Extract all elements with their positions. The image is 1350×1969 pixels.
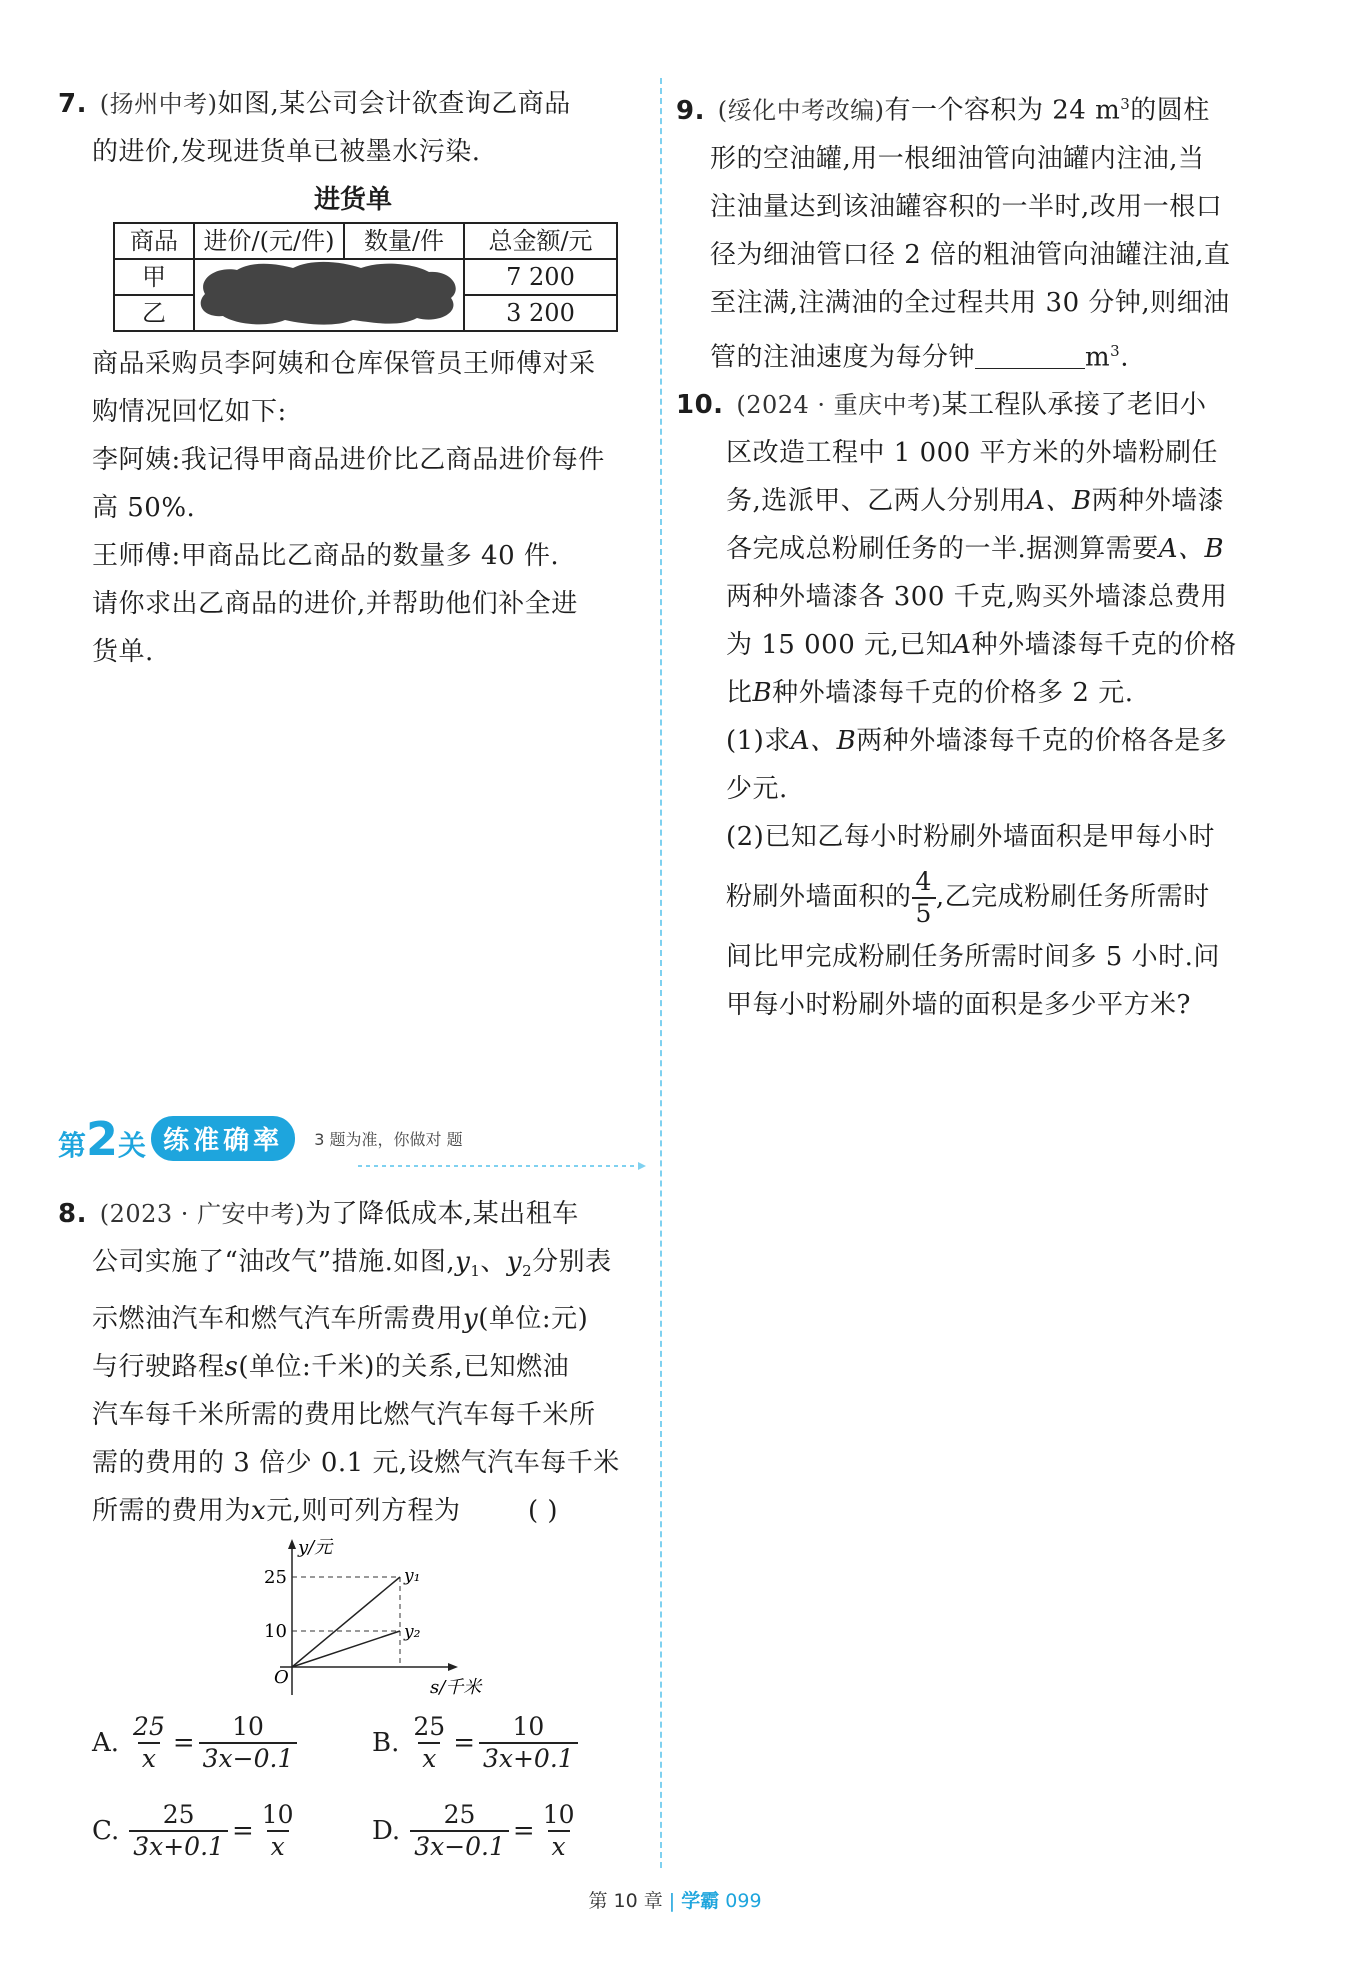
question-text: 王师傅:甲商品比乙商品的数量多 40 件. [92,541,560,571]
question-source: (扬州中考) [99,90,218,118]
question-text: m [1085,342,1111,373]
section-banner [58,1112,648,1166]
question-text: 所需的费用为 [92,1496,252,1527]
ink-stain-cell [194,259,464,331]
question-number: 8. [58,1199,87,1229]
cost-distance-graph [250,1535,482,1705]
x-axis-arrow [448,1663,458,1671]
left-column [58,80,648,676]
numerator: 4 [915,867,932,897]
fraction [912,867,936,929]
math-var: A、B [1026,486,1092,517]
question-text: 甲每小时粉刷外墙的面积是多少平方米? [726,990,1191,1021]
purchase-table [113,222,618,332]
y-axis-arrow [288,1539,296,1549]
question-text: 某工程队承接了老旧小 [941,390,1207,421]
question-text: 购情况回忆如下: [92,397,287,427]
numerator: 25 [162,1800,195,1829]
question-text: 注油量达到该油罐容积的一半时,改用一根口 [710,191,1223,222]
question-text: 形的空油罐,用一根细油管向油罐内注油,当 [710,143,1205,174]
math-var: A [952,630,972,661]
option-a[interactable]: A. $\frac{25}{x}$ = $\frac{10}{3x-0.1}$ [92,1712,297,1774]
question-text: 高 50%. [92,493,196,523]
question-text: 粉刷外墙面积的 [726,882,912,913]
banner-prefix: 第 [58,1129,87,1162]
denominator: x [267,1830,289,1862]
series-label: y₁ [404,1566,421,1586]
chapter-label: 第 10 章 [588,1890,663,1912]
line-y2 [292,1631,400,1667]
table-cell: 7 200 [464,259,617,295]
table-row [114,259,617,295]
question-text: 两种外墙漆各 300 千克,购买外墙漆总费用 [726,582,1228,613]
math-sub: 1 [470,1262,481,1281]
math-var: B [752,678,773,709]
table-header: 数量/件 [344,223,464,259]
right-column [676,80,1274,1029]
math-sub: 2 [522,1262,533,1281]
question-text: 两种外墙漆每千克的价格各是多 [856,726,1228,757]
question-text: ,乙完成粉刷任务所需时 [935,882,1210,913]
banner-title: 练准确率 [151,1116,295,1161]
option-d[interactable]: D. $\frac{25}{3x-0.1}$ = $\frac{10}{x}$ [372,1800,579,1862]
numerator: 10 [261,1800,294,1829]
option-label: B. [372,1728,400,1758]
question-text: 间比甲完成粉刷任务所需时间多 5 小时.问 [726,942,1220,973]
brand-label: 学霸 [681,1890,720,1912]
denominator: 5 [912,897,936,929]
table-cell: 乙 [114,295,194,331]
question-number: 9. [676,95,705,126]
question-number: 10. [676,390,724,421]
option-label: A. [92,1728,120,1758]
question-text: (单位:元) [478,1304,589,1335]
question-9 [676,80,1274,381]
question-text: 至注满,注满油的全过程共用 30 分钟,则细油 [710,287,1230,318]
ink-stain [193,260,463,326]
denominator: 3x+0.1 [129,1830,228,1862]
table-title: 进货单 [313,185,392,215]
option-label: D. [372,1816,401,1846]
table-cell: 甲 [114,259,194,295]
numerator: 10 [512,1712,545,1741]
answer-paren[interactable]: ( ) [528,1496,559,1527]
question-10 [676,381,1274,1029]
math-var: y [463,1304,479,1335]
banner-number: 2 [86,1112,119,1166]
question-text: (单位:千米)的关系,已知燃油 [238,1352,570,1383]
option-b[interactable]: B. $\frac{25}{x}$ = $\frac{10}{3x+0.1}$ [372,1712,578,1774]
denominator: x [418,1742,440,1774]
question-source: (2023 · 广安中考) [99,1200,305,1228]
question-text: 需的费用的 3 倍少 0.1 元,设燃气汽车每千米 [92,1448,620,1479]
math-var: y [506,1247,523,1277]
question-text: 比 [726,678,753,709]
x-axis-label: s/千米 [430,1677,482,1698]
table-cell: 3 200 [464,295,617,331]
numerator: 10 [232,1712,264,1741]
option-label: C. [92,1816,120,1846]
question-text: 分别表 [532,1247,612,1277]
question-text: 管的注油速度为每分钟 [710,342,976,373]
question-text: 商品采购员李阿姨和仓库保管员王师傅对采 [92,349,596,379]
table-header: 商品 [114,223,194,259]
series-label: y₂ [404,1622,421,1642]
option-c[interactable]: C. $\frac{25}{3x+0.1}$ = $\frac{10}{x}$ [92,1800,298,1862]
banner-note: 3 题为准，你做对 题 [314,1130,463,1149]
math-var: y [455,1247,471,1277]
banner-underline [58,1162,648,1170]
question-source: (绥化中考改编) [717,96,885,125]
math-var: x [251,1496,267,1527]
table-header-row [114,223,617,259]
banner-suffix: 关 [118,1129,147,1162]
question-text: 元,则可列方程为 [266,1496,461,1527]
line-y1 [292,1577,400,1667]
question-text: 种外墙漆每千克的价格 [971,630,1237,661]
question-text: 两种外墙漆 [1091,486,1225,517]
question-text: 货单. [92,637,154,667]
question-text: 务,选派甲、乙两人分别用 [726,486,1027,517]
table-header: 进价/(元/件) [194,223,344,259]
question-text: 为了降低成本,某出租车 [304,1199,579,1229]
answer-blank[interactable] [975,342,1085,369]
exponent: 3 [1120,95,1131,113]
page-number: 099 [725,1890,762,1912]
question-text: 的圆柱 [1130,95,1210,126]
numerator: 10 [542,1800,575,1829]
math-var: s [224,1352,239,1383]
question-text: 如图,某公司会计欲查询乙商品 [217,89,571,119]
question-text: 公司实施了“油改气”措施.如图, [92,1247,456,1277]
numerator: 25 [413,1712,446,1741]
numerator: 25 [133,1712,165,1741]
question-8 [58,1190,648,1535]
question-text: . [1120,342,1129,373]
question-text: 区改造工程中 1 000 平方米的外墙粉刷任 [726,438,1218,469]
denominator: 3x+0.1 [479,1742,578,1774]
question-text: 各完成总粉刷任务的一半.据测算需要 [726,534,1159,565]
separator: 、 [480,1247,507,1277]
question-number: 7. [58,89,87,119]
tick-label: 10 [264,1621,287,1642]
question-text: 的进价,发现进货单已被墨水污染. [92,137,481,167]
origin-label: O [274,1667,289,1688]
denominator: 3x−0.1 [199,1742,298,1774]
question-text: 种外墙漆每千克的价格多 2 元. [772,678,1134,709]
question-text: 汽车每千米所需的费用比燃气汽车每千米所 [92,1400,596,1431]
question-text: 少元. [726,774,788,805]
question-text: 为 15 000 元,已知 [726,630,953,661]
question-text: 李阿姨:我记得甲商品进价比乙商品进价每件 [92,445,605,475]
math-var: A、B [1158,534,1225,565]
question-source: (2024 · 重庆中考) [736,391,942,420]
question-text: 与行驶路程 [92,1352,225,1383]
question-text: 径为细油管口径 2 倍的粗油管向油罐注油,直 [710,239,1231,270]
page-footer: 第 10 章 | 学霸 099 [588,1890,762,1912]
math-var: A、B [790,726,857,757]
denominator: 3x−0.1 [410,1830,509,1862]
y-axis-label: y/元 [298,1537,333,1558]
exponent: 3 [1110,341,1121,360]
tick-label: 25 [264,1567,287,1588]
question-text: (1)求 [726,726,791,757]
question-text: (2)已知乙每小时粉刷外墙面积是甲每小时 [726,822,1215,853]
question-7 [58,80,648,676]
column-divider [660,78,662,1868]
table-header: 总金额/元 [464,223,617,259]
question-text: 有一个容积为 24 m [884,95,1121,126]
question-text: 示燃油汽车和燃气汽车所需费用 [92,1304,464,1335]
question-text: 请你求出乙商品的进价,并帮助他们补全进 [92,589,578,619]
denominator: x [548,1830,570,1862]
numerator: 25 [443,1800,476,1829]
denominator: x [138,1742,160,1774]
